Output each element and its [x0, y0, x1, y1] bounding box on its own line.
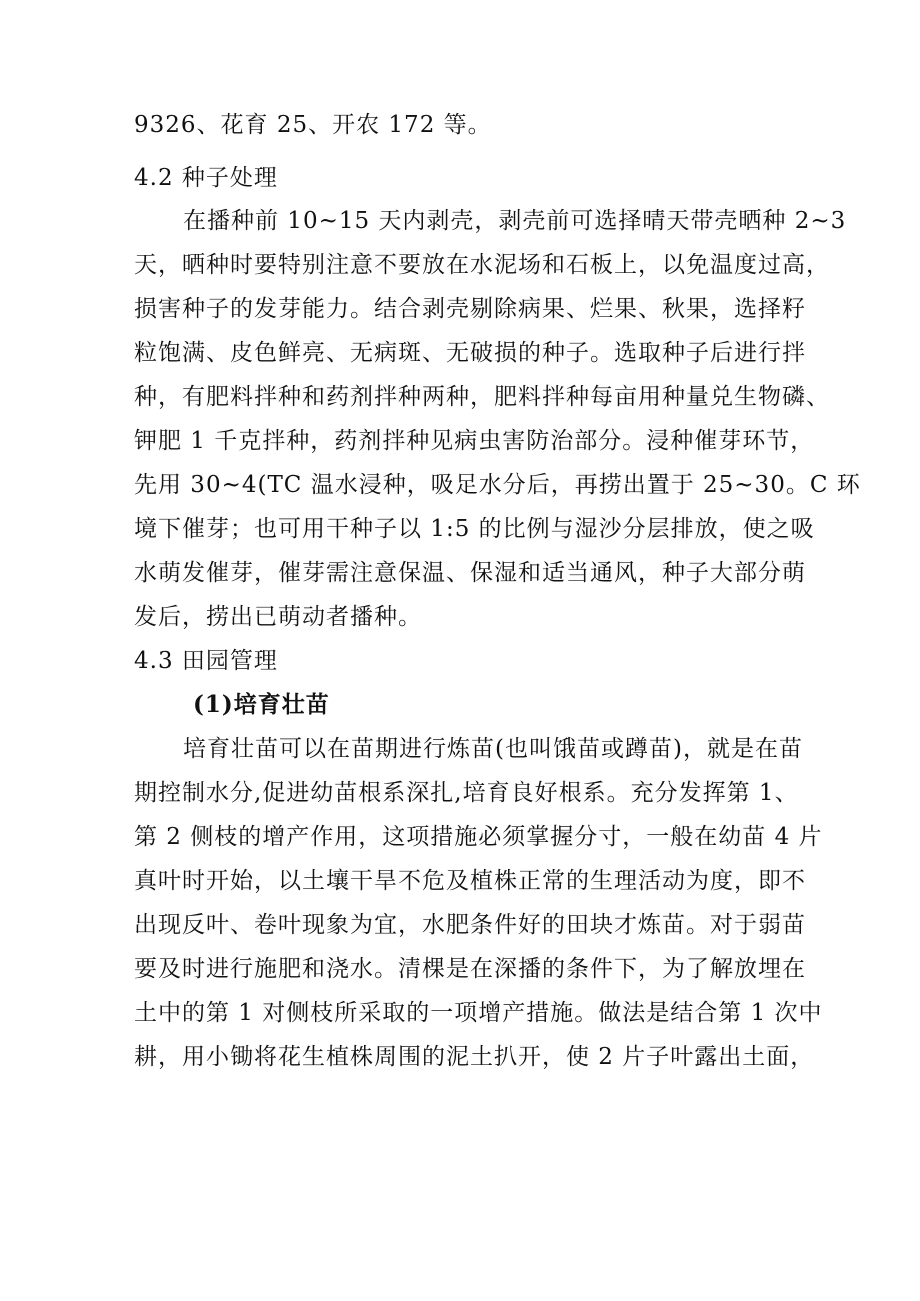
text-line: 钾肥 1 千克拌种，药剂拌种见病虫害防治部分。浸种催芽环节， [134, 428, 815, 454]
text-line: 境下催芽；也可用干种子以 1:5 的比例与湿沙分层排放，使之吸 [134, 516, 815, 542]
text-line: 发后，捞出已萌动者播种。 [134, 604, 422, 630]
text-line: 9326、花育 25、开农 172 等。 [134, 112, 492, 138]
section-heading: 4.2 种子处理 [134, 165, 278, 191]
text-line: 真叶时开始，以土壤干旱不危及植株正常的生理活动为度，即不 [134, 868, 806, 894]
text-line: 天，晒种时要特别注意不要放在水泥场和石板上，以免温度过高， [134, 252, 830, 278]
text-line: 耕，用小锄将花生植株周围的泥土扒开，使 2 片子叶露出土面， [134, 1044, 815, 1070]
text-line: 在播种前 10~15 天内剥壳，剥壳前可选择晴天带壳晒种 2~3 [183, 208, 847, 234]
text-line: 要及时进行施肥和浇水。清棵是在深播的条件下，为了解放埋在 [134, 956, 806, 982]
text-line: 出现反叶、卷叶现象为宜，水肥条件好的田块才炼苗。对于弱苗 [134, 912, 806, 938]
text-line: 水萌发催芽，催芽需注意保温、保湿和适当通风，种子大部分萌 [134, 560, 806, 586]
text-line: 土中的第 1 对侧枝所采取的一项增产措施。做法是结合第 1 次中 [134, 1000, 823, 1026]
text-line: 种，有肥料拌种和药剂拌种两种，肥料拌种每亩用种量兑生物磷、 [134, 384, 830, 410]
text-line: 损害种子的发芽能力。结合剥壳剔除病果、烂果、秋果，选择籽 [134, 296, 806, 322]
text-line: 培育壮苗可以在苗期进行炼苗(也叫饿苗或蹲苗)，就是在苗 [183, 736, 803, 762]
text-line: 先用 30~4(TC 温水浸种，吸足水分后，再捞出置于 25~30。C 环 [134, 472, 861, 498]
text-line: 粒饱满、皮色鲜亮、无病斑、无破损的种子。选取种子后进行拌 [134, 340, 806, 366]
subsection-heading: (1)培育壮苗 [193, 691, 330, 718]
text-line: 期控制水分,促进幼苗根系深扎,培育良好根系。充分发挥第 1、 [134, 780, 799, 806]
text-line: 第 2 侧枝的增产作用，这项措施必须掌握分寸，一般在幼苗 4 片 [134, 824, 823, 850]
section-heading: 4.3 田园管理 [134, 648, 278, 674]
